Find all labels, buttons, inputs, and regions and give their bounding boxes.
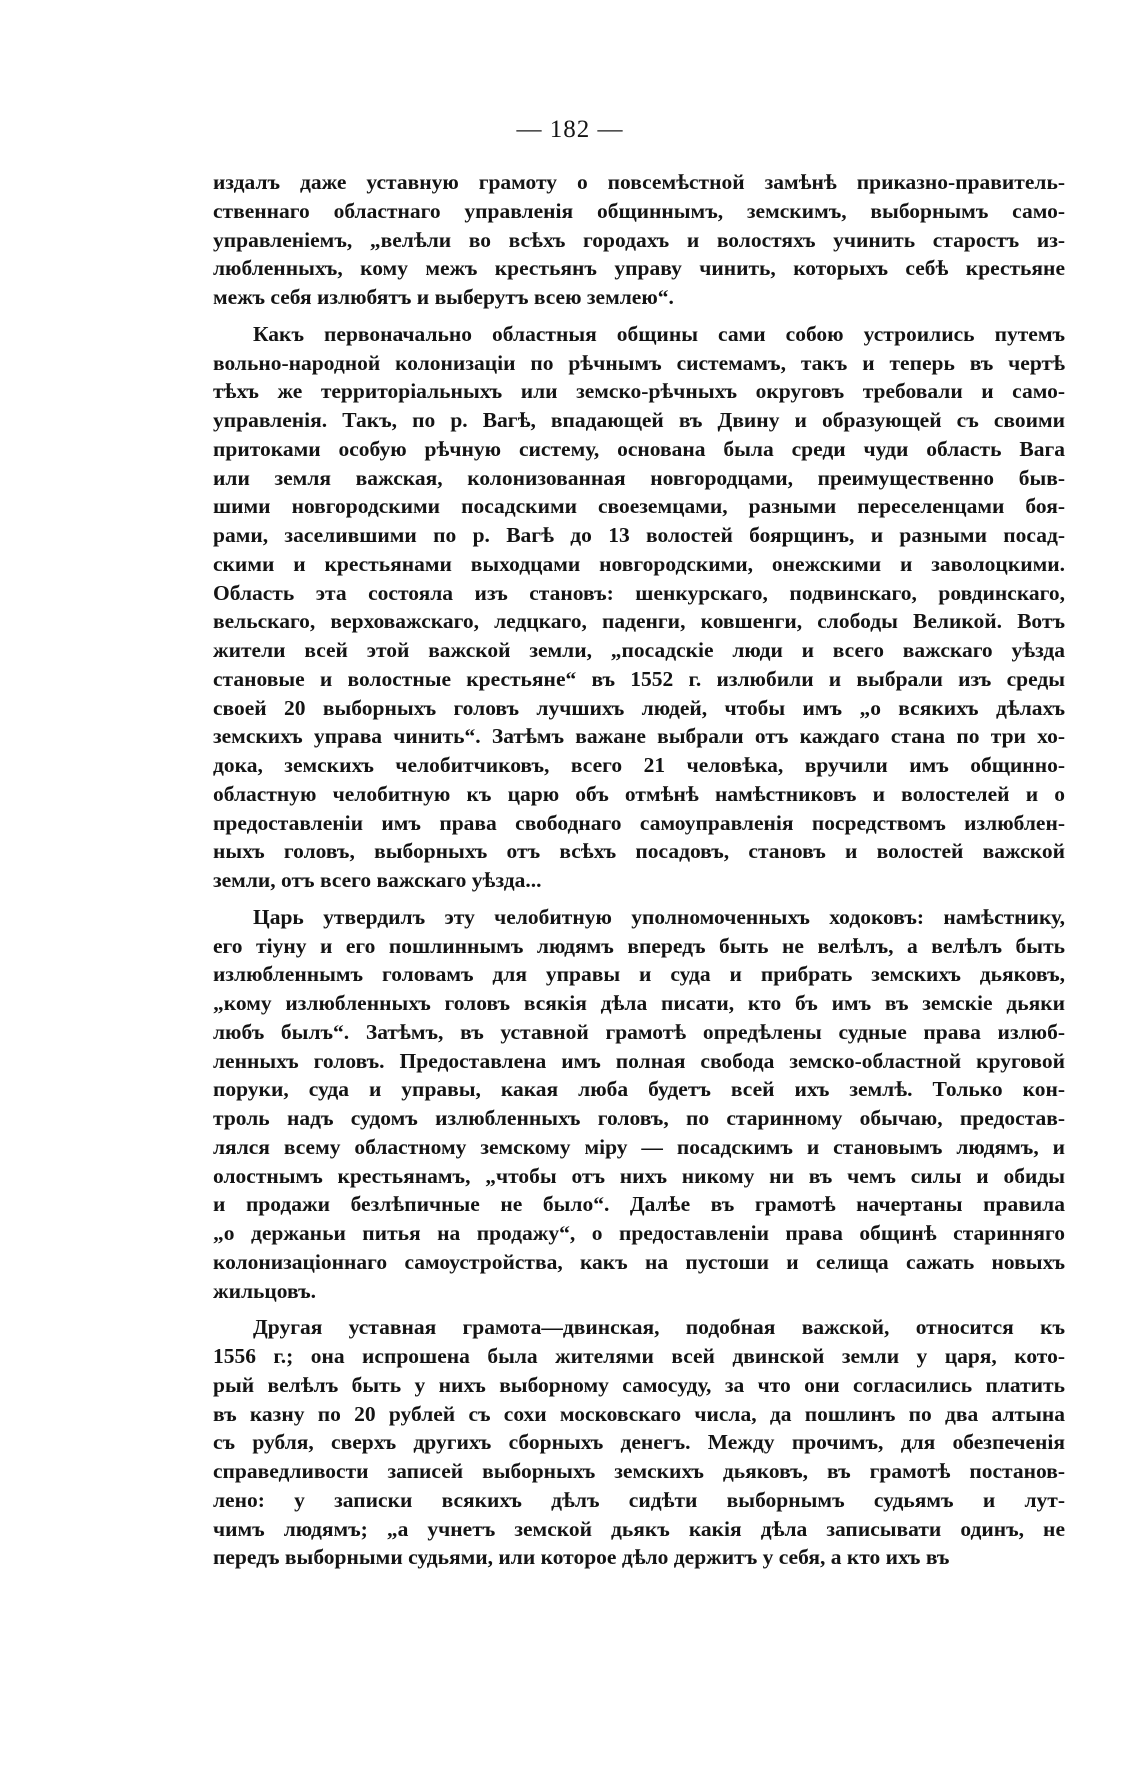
- text-line: своей 20 выборныхъ головъ лучшихъ людей, чтобы имъ „о всякихъ дѣлахъ: [213, 695, 1065, 720]
- text-line: излюбленнымъ головамъ для управы и суда и прибрать земскихъ дьяковъ,: [213, 962, 1065, 987]
- text-line: управленіемъ, „велѣли во всѣхъ городахъ и волостяхъ учинить старостъ из-: [213, 227, 1065, 252]
- text-line: Какъ первоначально областныя общины сами собою устроились путемъ: [253, 321, 1065, 346]
- text-line: рый велѣлъ быть у нихъ выборному самосуду, за что они согласились платить: [213, 1372, 1065, 1397]
- text-line: дока, земскихъ челобитчиковъ, всего 21 человѣка, вручили имъ общинно-: [213, 753, 1065, 777]
- text-line: управленія. Такъ, по р. Вагѣ, впадающей въ Двину и образующей съ своими: [213, 408, 1065, 432]
- text-line: лено: у записки всякихъ дѣлъ сидѣти выборнымъ судьямъ и лут-: [213, 1487, 1065, 1512]
- text-line: его тіуну и его пошлиннымъ людямъ впередъ быть не велѣлъ, а велѣлъ быть: [213, 933, 1065, 958]
- text-line: жильцовъ.: [213, 1278, 316, 1303]
- paragraph: [213, 168, 1065, 312]
- text-line: или земля важская, колонизованная новгородцами, преимущественно быв-: [213, 465, 1065, 490]
- text-line: тѣхъ же территоріальныхъ или земско-рѣчныхъ округовъ требовали и само-: [213, 379, 1065, 404]
- text-line: вольно-народной колонизаціи по рѣчнымъ системамъ, такъ и теперь въ чертѣ: [213, 350, 1065, 375]
- text-line: издалъ даже уставную грамоту о повсемѣстной замѣнѣ приказно-правитель-: [213, 170, 1065, 194]
- text-line: олостнымъ крестьянамъ, „чтобы отъ нихъ никому ни въ чемъ силы и обиды: [213, 1163, 1065, 1188]
- text-line: любъ былъ“. Затѣмъ, въ уставной грамотѣ опредѣлены судные права излюб-: [213, 1019, 1065, 1044]
- text-line: земскихъ управа чинить“. Затѣмъ важане выбрали отъ каждаго стана по три хо-: [213, 724, 1065, 749]
- text-line: въ казну по 20 рублей съ сохи московскаго числа, да пошлинъ по два алтына: [213, 1401, 1065, 1426]
- text-line: поруки, суда и управы, какая люба будетъ всей ихъ землѣ. Только кон-: [213, 1077, 1065, 1102]
- page-number: — 182 —: [516, 116, 624, 143]
- text-line: троль надъ судомъ излюбленныхъ головъ, по старинному обычаю, предостав-: [213, 1106, 1065, 1130]
- text-line: ственнаго областнаго управленія общиннымъ, земскимъ, выборнымъ само-: [213, 198, 1065, 223]
- text-line: вельскаго, верховажскаго, ледцкаго, паденги, ковшенги, слободы Великой. Вотъ: [213, 609, 1065, 634]
- text-line: Область эта состояла изъ становъ: шенкурскаго, подвинскаго, ровдинскаго,: [213, 580, 1065, 605]
- text-line: Царь утвердилъ эту челобитную уполномоченныхъ ходоковъ: намѣстнику,: [253, 904, 1065, 929]
- text-line: справедливости записей выборныхъ земскихъ дьяковъ, въ грамотѣ постанов-: [213, 1459, 1065, 1483]
- text-line: земли, отъ всего важскаго уѣзда...: [213, 868, 542, 892]
- text-line: Другая уставная грамота—двинская, подобная важской, относится къ: [253, 1315, 1065, 1340]
- text-line: лялся всему областному земскому міру — посадскимъ и становымъ людямъ, и: [213, 1134, 1065, 1159]
- text-line: притоками особую рѣчную систему, основана была среди чуди область Вага: [213, 436, 1065, 461]
- text-line: съ рубля, сверхъ другихъ сборныхъ денегъ. Между прочимъ, для обезпеченія: [213, 1430, 1065, 1455]
- text-line: межъ себя излюбятъ и выберутъ всею землею“.: [213, 285, 674, 309]
- paragraph: [213, 1313, 1065, 1572]
- body-text: [213, 168, 1065, 1580]
- text-line: жители всей этой важской земли, „посадскіе люди и всего важскаго уѣзда: [213, 638, 1065, 662]
- text-line: областную челобитную къ царю объ отмѣнѣ намѣстниковъ и волостелей и о: [213, 781, 1065, 806]
- text-line: чимъ людямъ; „а учнетъ земской дьякъ какія дѣла записывати одинъ, не: [213, 1516, 1065, 1541]
- text-line: и продажи безлѣпичные не было“. Далѣе въ грамотѣ начертаны правила: [213, 1192, 1065, 1217]
- text-line: ныхъ головъ, выборныхъ отъ всѣхъ посадовъ, становъ и волостей важской: [213, 839, 1065, 864]
- text-line: „кому излюбленныхъ головъ всякія дѣла писати, кто бъ имъ въ земскіе дьяки: [213, 991, 1065, 1015]
- text-line: ленныхъ головъ. Предоставлена имъ полная свобода земско-областной круговой: [213, 1048, 1065, 1073]
- text-line: колонизаціоннаго самоустройства, какъ на пустоши и селища сажать новыхъ: [213, 1249, 1065, 1274]
- text-line: передъ выборными судьями, или которое дѣло держитъ у себя, а кто ихъ въ: [213, 1545, 950, 1570]
- text-line: рами, заселившими по р. Вагѣ до 13 волостей боярщинъ, и разными посад-: [213, 523, 1065, 547]
- paragraph: [213, 320, 1065, 895]
- paragraph: [213, 903, 1065, 1306]
- text-line: скими и крестьянами выходцами новгородскими, онежскими и заволоцкими.: [213, 551, 1065, 576]
- text-line: „о держаньи питья на продажу“, о предоставленіи права общинѣ старинняго: [213, 1221, 1065, 1245]
- text-line: любленныхъ, кому межъ крестьянъ управу чинить, которыхъ себѣ крестьяне: [213, 256, 1065, 281]
- text-line: 1556 г.; она испрошена была жителями всей двинской земли у царя, кото-: [213, 1344, 1065, 1368]
- text-line: шими новгородскими посадскими своеземцами, разными переселенцами боя-: [213, 494, 1065, 519]
- text-line: становые и волостные крестьяне“ въ 1552 г. излюбили и выбрали изъ среды: [213, 666, 1065, 691]
- text-line: предоставленіи имъ права свободнаго самоуправленія посредствомъ излюблен-: [213, 810, 1065, 835]
